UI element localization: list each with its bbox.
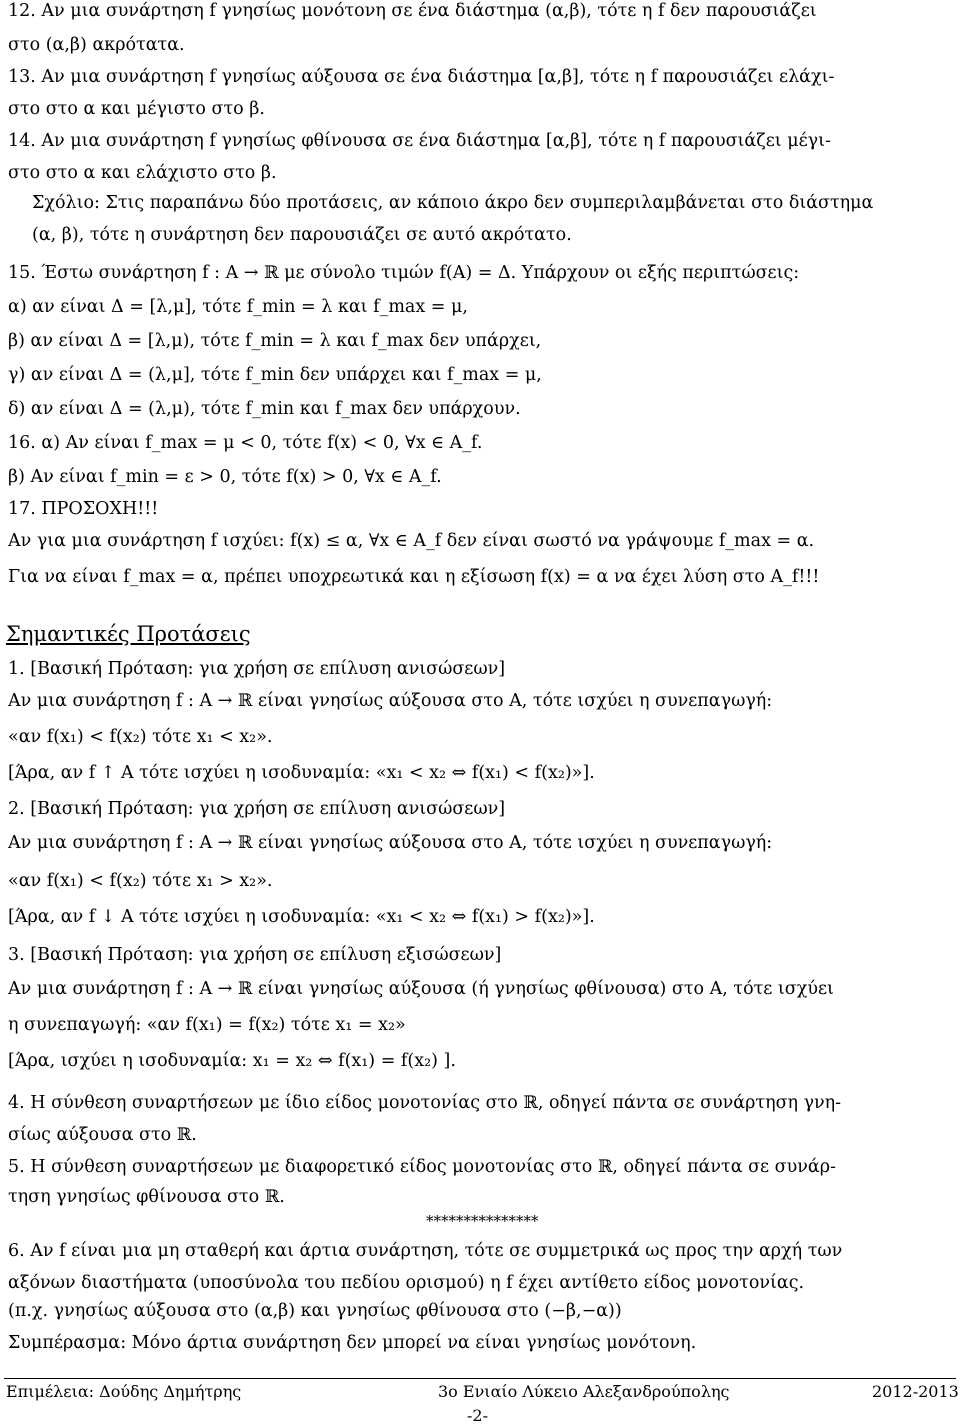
text-line: σίως αύξουσα στο ℝ. bbox=[8, 1125, 197, 1145]
text-line: Αν μια συνάρτηση f : A → ℝ είναι γνησίως αύξουσα στο Α, τότε ισχύει η συνεπαγωγή: bbox=[8, 833, 773, 853]
text-line: τηση γνησίως φθίνουσα στο ℝ. bbox=[8, 1187, 285, 1207]
text-line: 14. Αν μια συνάρτηση f γνησίως φθίνουσα σε ένα διάστημα [α,β], τότε η f παρουσιάζει μέγι- bbox=[8, 131, 831, 151]
footer-year: 2012-2013 bbox=[872, 1382, 959, 1401]
text-line: (π.χ. γνησίως αύξουσα στο (α,β) και γνησίως φθίνουσα στο (−β,−α)) bbox=[8, 1301, 622, 1321]
text-line: στο (α,β) ακρότατα. bbox=[8, 35, 185, 55]
text-line: γ) αν είναι Δ = (λ,μ], τότε f_min δεν υπάρχει και f_max = μ, bbox=[8, 365, 542, 385]
text-line: 13. Αν μια συνάρτηση f γνησίως αύξουσα σε ένα διάστημα [α,β], τότε η f παρουσιάζει ελάχι- bbox=[8, 67, 835, 87]
text-line: [Άρα, αν f ↓ A τότε ισχύει η ισοδυναμία: «x₁ < x₂ ⇔ f(x₁) > f(x₂)»]. bbox=[8, 907, 595, 927]
text-line: 5. Η σύνθεση συναρτήσεων με διαφορετικό είδος μονοτονίας στο ℝ, οδηγεί πάντα σε συνάρ- bbox=[8, 1157, 836, 1177]
text-line: 1. [Βασική Πρόταση: για χρήση σε επίλυση ανισώσεων] bbox=[8, 659, 506, 679]
text-line: α) αν είναι Δ = [λ,μ], τότε f_min = λ και f_max = μ, bbox=[8, 297, 468, 317]
text-line: η συνεπαγωγή: «αν f(x₁) = f(x₂) τότε x₁ = x₂» bbox=[8, 1015, 406, 1035]
comment-line: Σχόλιο: Στις παραπάνω δύο προτάσεις, αν κάποιο άκρο δεν συμπεριλαμβάνεται στο διάστημα bbox=[32, 193, 874, 213]
text-line: 2. [Βασική Πρόταση: για χρήση σε επίλυση ανισώσεων] bbox=[8, 799, 506, 819]
footer-rule bbox=[4, 1378, 956, 1379]
text-line: 17. ΠΡΟΣΟΧΗ!!! bbox=[8, 499, 159, 519]
text-line: β) Αν είναι f_min = ε > 0, τότε f(x) > 0, ∀x ∈ A_f. bbox=[8, 467, 442, 487]
text-line: 6. Αν f είναι μια μη σταθερή και άρτια συνάρτηση, τότε σε συμμετρικά ως προς την αρχή των bbox=[8, 1241, 843, 1261]
footer-school: 3ο Ενιαίο Λύκειο Αλεξανδρούπολης bbox=[438, 1382, 730, 1401]
text-line: β) αν είναι Δ = [λ,μ), τότε f_min = λ και f_max δεν υπάρχει, bbox=[8, 331, 542, 351]
text-line: 4. Η σύνθεση συναρτήσεων με ίδιο είδος μονοτονίας στο ℝ, οδηγεί πάντα σε συνάρτηση γνη- bbox=[8, 1093, 842, 1113]
text-line: Αν για μια συνάρτηση f ισχύει: f(x) ≤ α, ∀x ∈ A_f δεν είναι σωστό να γράψουμε f_max = α. bbox=[8, 531, 815, 551]
text-line: «αν f(x₁) < f(x₂) τότε x₁ > x₂». bbox=[8, 871, 273, 891]
text-line: Αν μια συνάρτηση f : A → ℝ είναι γνησίως αύξουσα (ή γνησίως φθίνουσα) στο Α, τότε ισχύει bbox=[8, 979, 834, 999]
text-line: [Άρα, ισχύει η ισοδυναμία: x₁ = x₂ ⇔ f(x₁) = f(x₂) ]. bbox=[8, 1051, 456, 1071]
text-line: [Άρα, αν f ↑ A τότε ισχύει η ισοδυναμία: «x₁ < x₂ ⇔ f(x₁) < f(x₂)»]. bbox=[8, 763, 595, 783]
conclusion-line: Συμπέρασμα: Μόνο άρτια συνάρτηση δεν μπορεί να είναι γνησίως μονότονη. bbox=[8, 1333, 697, 1353]
section-title: Σημαντικές Προτάσεις bbox=[6, 622, 251, 646]
comment-line: (α, β), τότε η συνάρτηση δεν παρουσιάζει σε αυτό ακρότατο. bbox=[32, 225, 572, 245]
text-line: Για να είναι f_max = α, πρέπει υποχρεωτικά και η εξίσωση f(x) = α να έχει λύση στο A_f!!! bbox=[8, 567, 820, 587]
footer-author: Επιμέλεια: Δούδης Δημήτρης bbox=[6, 1382, 242, 1401]
text-line: 16. α) Αν είναι f_max = μ < 0, τότε f(x) < 0, ∀x ∈ A_f. bbox=[8, 433, 483, 453]
text-line: Αν μια συνάρτηση f : A → ℝ είναι γνησίως αύξουσα στο Α, τότε ισχύει η συνεπαγωγή: bbox=[8, 691, 773, 711]
text-line: στο στο α και ελάχιστο στο β. bbox=[8, 163, 277, 183]
text-line: 3. [Βασική Πρόταση: για χρήση σε επίλυση εξισώσεων] bbox=[8, 945, 502, 965]
text-line: δ) αν είναι Δ = (λ,μ), τότε f_min και f_max δεν υπάρχουν. bbox=[8, 399, 521, 419]
text-line: αξόνων διαστήματα (υποσύνολα του πεδίου ορισμού) η f έχει αντίθετο είδος μονοτονίας. bbox=[8, 1273, 805, 1293]
separator: *************** bbox=[426, 1212, 539, 1230]
text-line: 15. Έστω συνάρτηση f : A → ℝ με σύνολο τιμών f(A) = Δ. Υπάρχουν οι εξής περιπτώσεις: bbox=[8, 263, 800, 283]
text-line: 12. Αν μια συνάρτηση f γνησίως μονότονη σε ένα διάστημα (α,β), τότε η f δεν παρουσιάζει bbox=[8, 1, 817, 21]
text-line: «αν f(x₁) < f(x₂) τότε x₁ < x₂». bbox=[8, 727, 273, 747]
page-number: -2- bbox=[467, 1406, 488, 1425]
text-line: στο στο α και μέγιστο στο β. bbox=[8, 99, 265, 119]
